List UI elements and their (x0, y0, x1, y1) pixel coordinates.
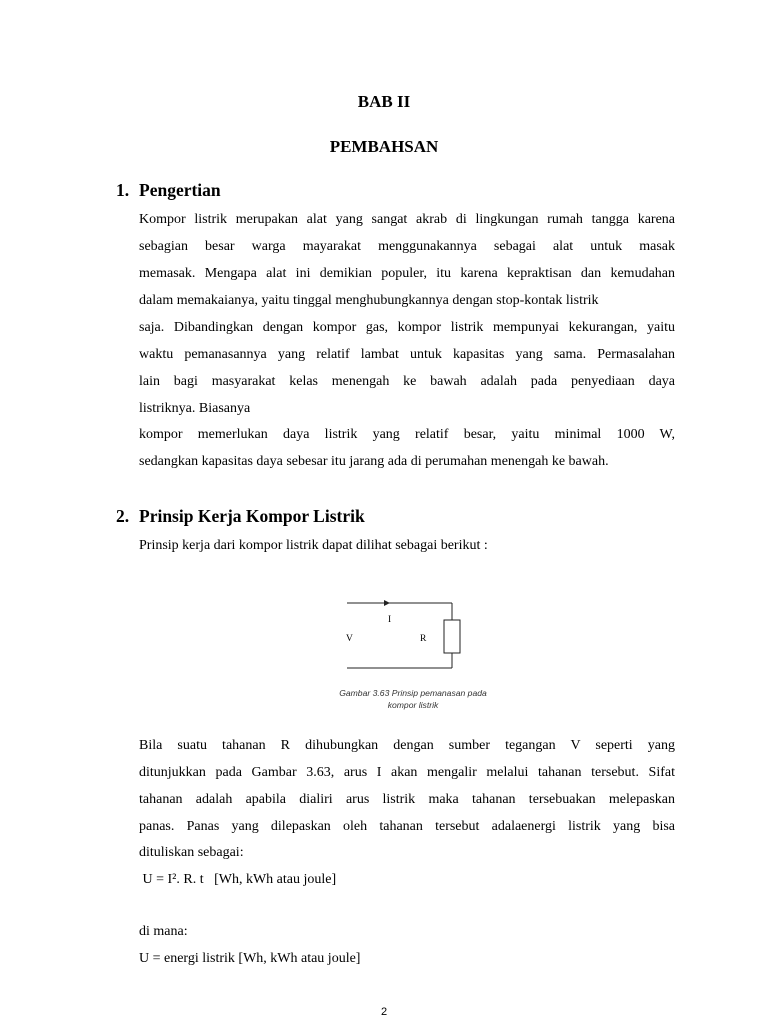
label-resistance: R (420, 634, 427, 644)
section-1-number: 1. (116, 180, 130, 200)
paragraph-line: dalam memakaianya, yaitu tinggal menghubungkannya dengan stop-kontak listrik (139, 293, 599, 308)
chapter-heading: BAB II (357, 92, 411, 111)
section-2-intro: Prinsip kerja dari kompor listrik dapat dilihat sebagai berikut : (139, 538, 488, 553)
label-current: I (388, 615, 392, 625)
paragraph-line: panas. Panas yang dilepaskan oleh tahanan tersebut adalaenergi listrik yang bisa (139, 819, 675, 834)
label-voltage: V (346, 634, 353, 644)
paragraph-line: ditunjukkan pada Gambar 3.63, arus I akan mengalir melalui tahanan tersebut. Sifat (139, 765, 675, 780)
section-2-number: 2. (116, 506, 130, 526)
figure-caption-line-2: kompor listrik (387, 700, 439, 710)
circuit-diagram (340, 595, 470, 680)
paragraph-line: sebagian besar warga mayarakat menggunakannya sebagai alat untuk masak (139, 239, 675, 254)
where-label: di mana: (139, 924, 188, 939)
paragraph-line: lain bagi masyarakat kelas menengah ke bawah adalah pada penyediaan daya (139, 374, 675, 389)
paragraph-line: waktu pemanasannya yang relatif lambat untuk kapasitas yang sama. Permasalahan (139, 347, 675, 362)
paragraph-line: saja. Dibandingkan dengan kompor gas, kompor listrik mempunyai kekurangan, yaitu (139, 320, 675, 335)
paragraph-line: memasak. Mengapa alat ini demikian populer, itu karena kepraktisan dan kemudahan (139, 266, 675, 281)
chapter-title: PEMBAHSAN (329, 137, 439, 156)
section-1-title: Pengertian (139, 180, 221, 200)
paragraph-line: sedangkan kapasitas daya sebesar itu jarang ada di perumahan menengah ke bawah. (139, 454, 609, 469)
current-arrow-icon (384, 600, 390, 606)
resistor-symbol (444, 620, 460, 653)
paragraph-line: kompor memerlukan daya listrik yang relatif besar, yaitu minimal 1000 W, (139, 427, 675, 442)
paragraph-line: listriknya. Biasanya (139, 401, 251, 416)
paragraph-line: Kompor listrik merupakan alat yang sangat akrab di lingkungan rumah tangga karena (139, 212, 675, 227)
energy-formula: U = I². R. t [Wh, kWh atau joule] (139, 872, 337, 887)
section-2-title: Prinsip Kerja Kompor Listrik (139, 506, 365, 526)
figure-caption-line-1: Gambar 3.63 Prinsip pemanasan pada (339, 688, 487, 698)
energy-definition: U = energi listrik [Wh, kWh atau joule] (139, 951, 361, 966)
paragraph-line: tahanan adalah apabila dialiri arus listrik maka tahanan tersebuakan melepaskan (139, 792, 675, 807)
page-number: 2 (380, 1006, 388, 1018)
paragraph-line: Bila suatu tahanan R dihubungkan dengan sumber tegangan V seperti yang (139, 738, 675, 753)
paragraph-line: dituliskan sebagai: (139, 845, 244, 860)
